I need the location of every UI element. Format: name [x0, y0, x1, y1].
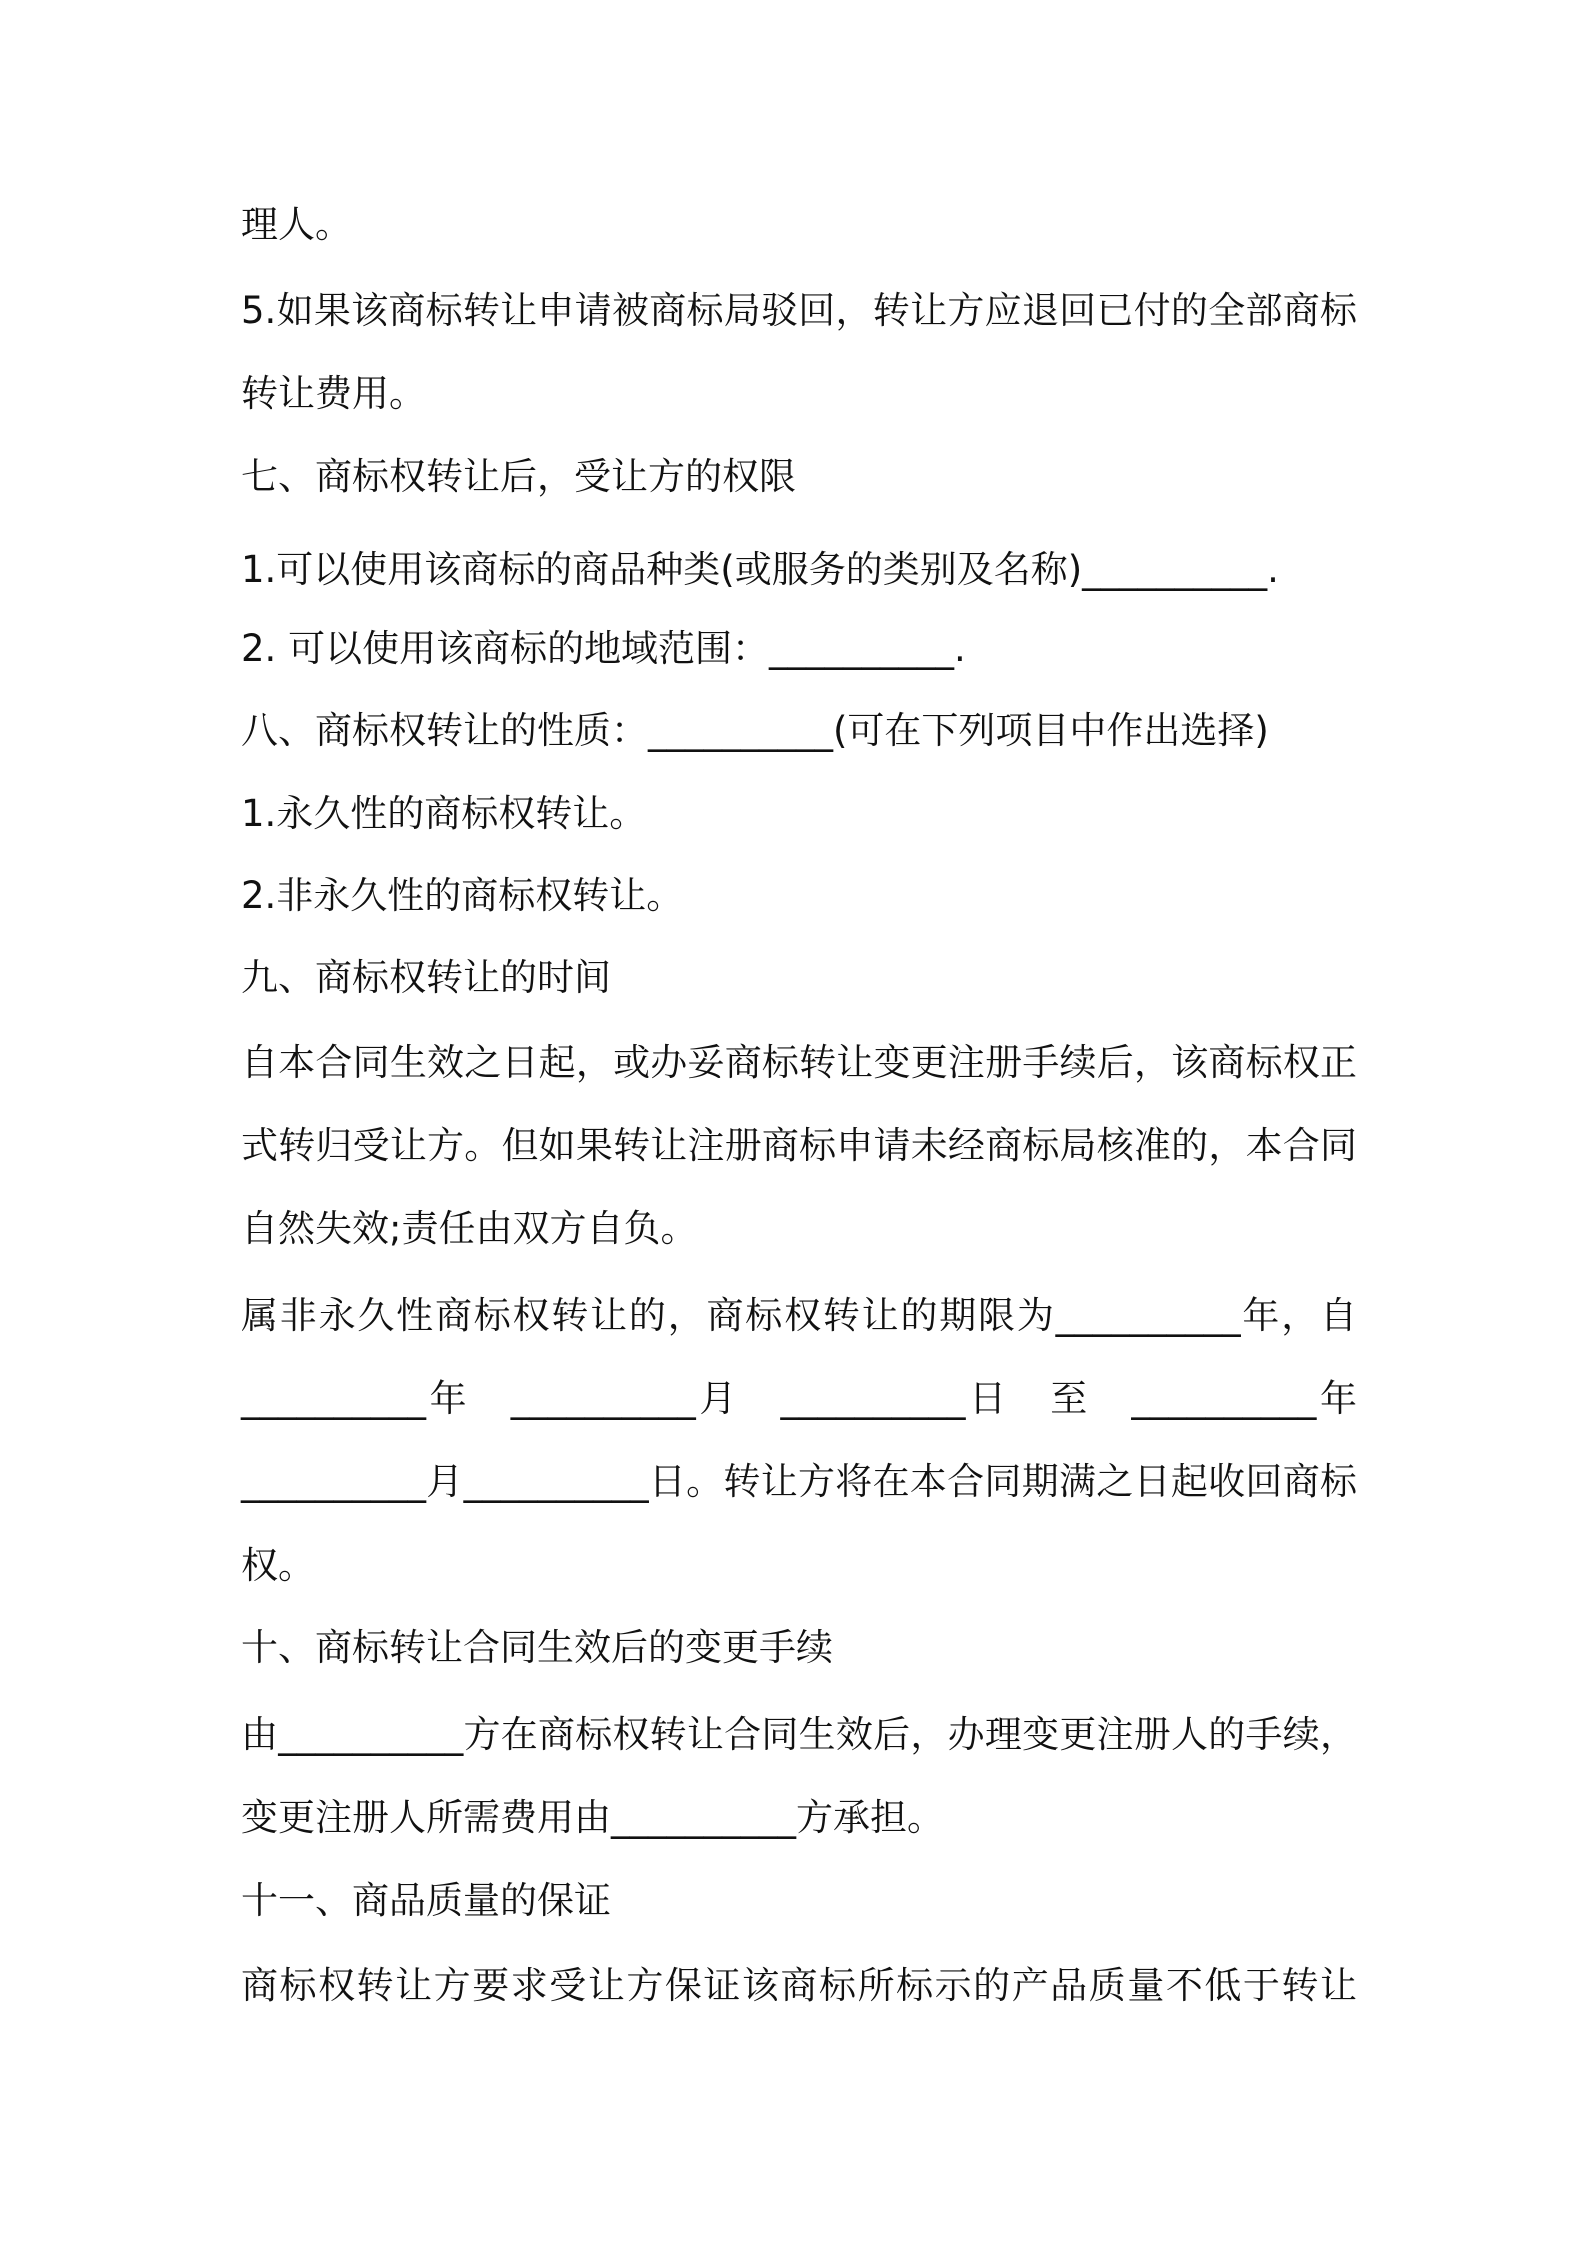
paragraph-line: 商标权转让方要求受让方保证该商标所标示的产品质量不低于转让 — [241, 1964, 1357, 2007]
paragraph-line: 自然失效;责任由双方自负。 — [241, 1207, 698, 1250]
section-heading: 七、商标权转让后，受让方的权限 — [241, 455, 796, 498]
paragraph-line: 2.非永久性的商标权转让。 — [241, 874, 684, 917]
paragraph-line: 属非永久性商标权转让的，商标权转让的期限为__________年，自 — [241, 1294, 1357, 1337]
paragraph-line: __________月__________日。转让方将在本合同期满之日起收回商标 — [241, 1460, 1357, 1503]
section-heading: 八、商标权转让的性质：__________(可在下列项目中作出选择) — [241, 709, 1269, 752]
section-heading: 十一、商品质量的保证 — [241, 1879, 611, 1922]
section-heading: 十、商标转让合同生效后的变更手续 — [241, 1626, 833, 1669]
section-heading: 九、商标权转让的时间 — [241, 956, 611, 999]
paragraph-line: 1.可以使用该商标的商品种类(或服务的类别及名称)__________. — [241, 548, 1279, 591]
paragraph-line: 式转归受让方。但如果转让注册商标申请未经商标局核准的，本合同 — [241, 1124, 1357, 1167]
paragraph-line: 由__________方在商标权转让合同生效后，办理变更注册人的手续， — [241, 1713, 1357, 1756]
paragraph-line: 5.如果该商标转让申请被商标局驳回，转让方应退回已付的全部商标 — [241, 289, 1357, 332]
paragraph-line: 2. 可以使用该商标的地域范围：__________. — [241, 627, 966, 670]
paragraph-line: 转让费用。 — [241, 372, 426, 415]
paragraph-line: 权。 — [241, 1544, 315, 1587]
paragraph-line: 自本合同生效之日起，或办妥商标转让变更注册手续后，该商标权正 — [241, 1041, 1357, 1084]
paragraph-line: __________年 __________月 __________日 至 __________年 — [241, 1377, 1357, 1420]
paragraph-line: 理人。 — [241, 203, 352, 246]
paragraph-line: 变更注册人所需费用由__________方承担。 — [241, 1796, 944, 1839]
paragraph-line: 1.永久性的商标权转让。 — [241, 792, 647, 835]
